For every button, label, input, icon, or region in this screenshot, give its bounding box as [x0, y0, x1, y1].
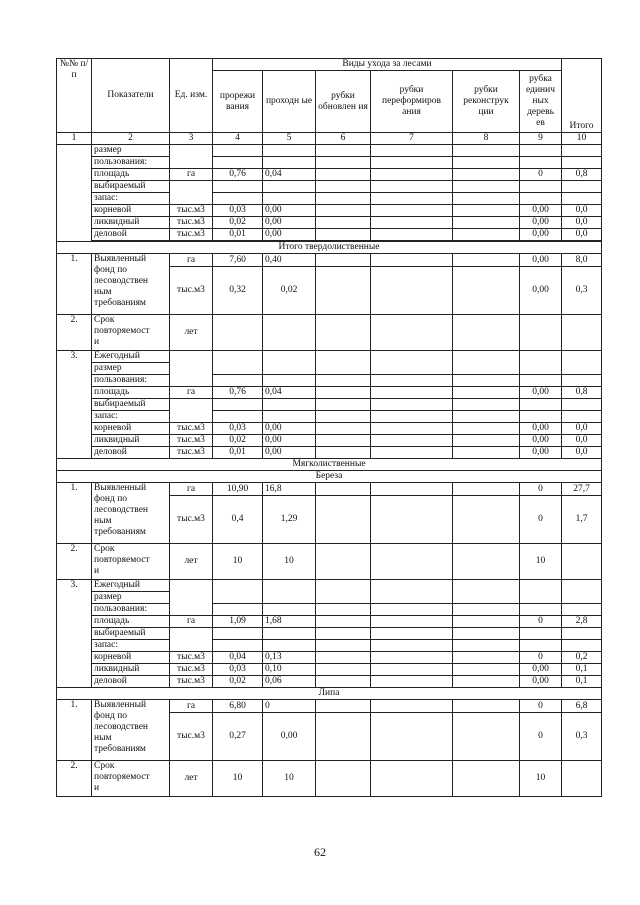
table-row: пользования: [57, 157, 602, 169]
table-row: пользования: [57, 604, 602, 616]
header-care-types: Виды ухода за лесами [213, 59, 562, 71]
header-col-thinning: прорежи вания [213, 71, 263, 133]
table-row: тыс.м3 0,32 0,02 0,00 0,3 [57, 267, 602, 315]
header-indicator: Показатели [92, 59, 170, 133]
section-hard-total: Итого твердолиственные [57, 242, 602, 254]
header-col-renewal: рубки обновлен ия [316, 71, 371, 133]
table-row: 3. Ежегодный [57, 580, 602, 592]
table-row: запас: [57, 193, 602, 205]
table-row: деловой тыс.м3 0,01 0,00 0,00 0,0 [57, 447, 602, 459]
table-row: площадь га 1,09 1,68 0 2,8 [57, 616, 602, 628]
table-row: ликвидный тыс.м3 0,03 0,10 0,00 0,1 [57, 664, 602, 676]
table-row: 2. Срок повторяемост и лет [57, 315, 602, 351]
header-col-reformation: рубки переформиров ания [371, 71, 453, 133]
forest-care-table [56, 58, 602, 797]
table-row: тыс.м3 0,4 1,29 0 1,7 [57, 496, 602, 544]
table-row: ликвидный тыс.м3 0,02 0,00 0,00 0,0 [57, 217, 602, 229]
table-row: ликвидный тыс.м3 0,02 0,00 0,00 0,0 [57, 435, 602, 447]
table-row: выбираемый [57, 628, 602, 640]
table-row: деловой тыс.м3 0,02 0,06 0,00 0,1 [57, 676, 602, 688]
table-row: 2. Срок повторяемост и лет 10 10 10 [57, 761, 602, 797]
section-linden: Липа [57, 688, 602, 700]
header-col-single-trees: рубка единич ных деревь ев [520, 71, 562, 133]
table-row: 1. Выявленный фонд по лесоводствен ным требованиям га 7,60 0,40 0,00 8,0 [57, 254, 602, 267]
index-row: 1 2 3 4 5 6 7 8 9 10 [57, 133, 602, 145]
table-row: деловой тыс.м3 0,01 0,00 0,00 0,0 [57, 229, 602, 241]
table-row: тыс.м3 0,27 0,00 0 0,3 [57, 713, 602, 761]
table-row: площадь га 0,76 0,04 0 0,8 [57, 169, 602, 181]
table-row: 1. Выявленный фонд по лесоводствен ным требованиям га 10,90 16,8 0 27,7 [57, 483, 602, 496]
table-row: размер [57, 363, 602, 375]
header-col-reconstruction: рубки реконструк ции [453, 71, 520, 133]
header-col-passing: проходн ые [263, 71, 316, 133]
section-birch: Береза [57, 471, 602, 483]
table-row: выбираемый [57, 399, 602, 411]
page-number: 62 [314, 845, 326, 859]
table-row: размер [57, 145, 602, 157]
table-row: 1. Выявленный фонд по лесоводствен ным требованиям га 6,80 0 0 6,8 [57, 700, 602, 713]
table-row: пользования: [57, 375, 602, 387]
table-row: 3. Ежегодный [57, 351, 602, 363]
table-row: выбираемый [57, 181, 602, 193]
table-row: площадь га 0,76 0,04 0,00 0,8 [57, 387, 602, 399]
header-num: №№ п/п [57, 59, 92, 133]
table-row: 2. Срок повторяемост и лет 10 10 10 [57, 544, 602, 580]
table-row: запас: [57, 411, 602, 423]
table-row: корневой тыс.м3 0,03 0,00 0,00 0,0 [57, 423, 602, 435]
table-row: запас: [57, 640, 602, 652]
table-row: корневой тыс.м3 0,03 0,00 0,00 0,0 [57, 205, 602, 217]
table-row: размер [57, 592, 602, 604]
section-soft: Мягколиственные [57, 459, 602, 471]
header-total: Итого [562, 59, 602, 133]
table-row: корневой тыс.м3 0,04 0,13 0 0,2 [57, 652, 602, 664]
header-unit: Ед. изм. [170, 59, 213, 133]
